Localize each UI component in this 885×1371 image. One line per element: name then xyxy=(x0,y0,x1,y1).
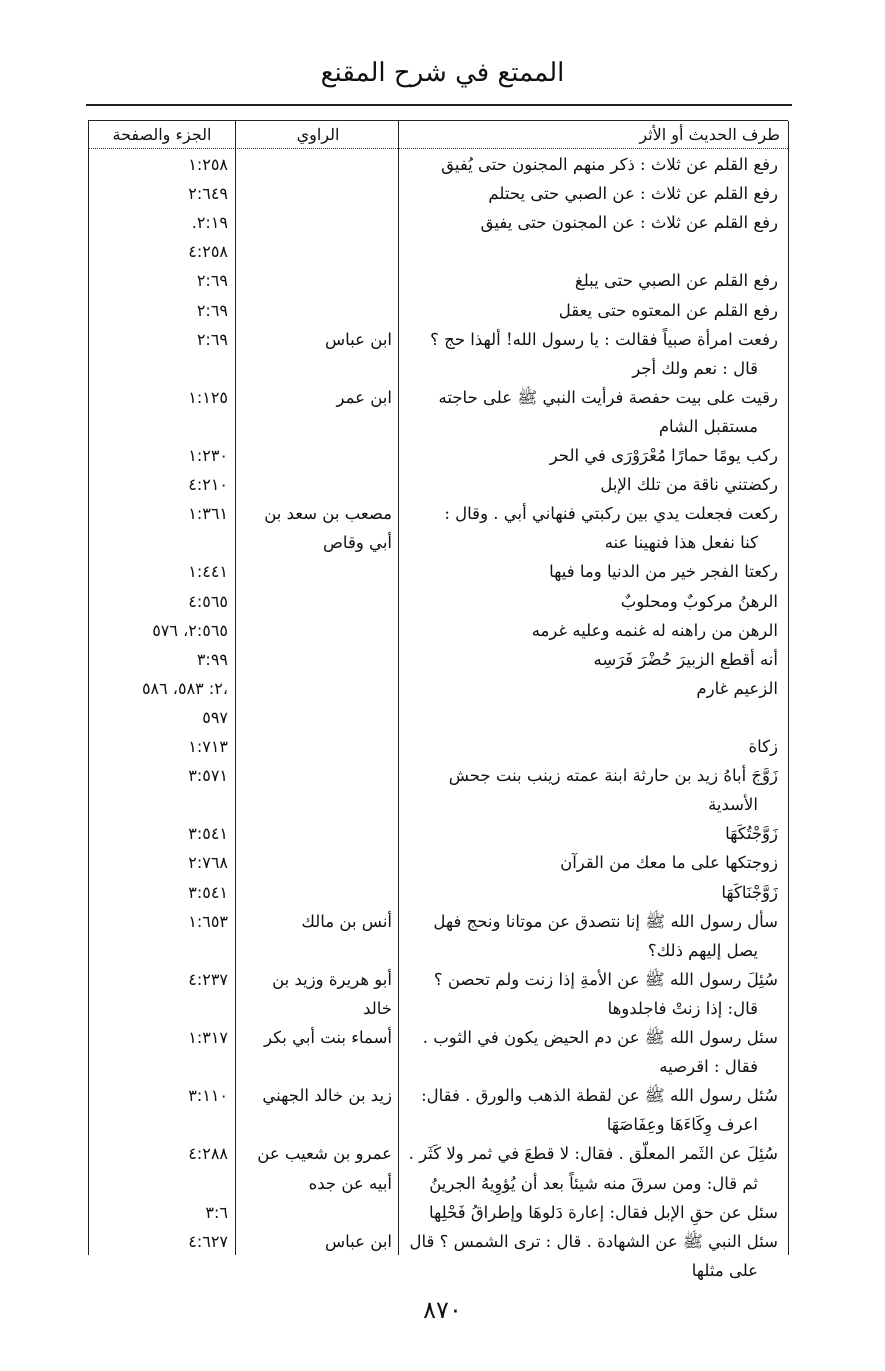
title-rule xyxy=(86,104,792,106)
column-divider-ref xyxy=(235,121,236,1255)
hadith-text: سئل رسول الله ﷺ عن دم الحيض يكون في الثوب . xyxy=(422,1028,778,1047)
narrator-name: أبو هريرة وزيد بن xyxy=(272,969,392,989)
volume-page-ref: ٤:٢١٠ xyxy=(188,475,228,495)
volume-page-ref: ١:٣٦١ xyxy=(188,504,228,524)
hadith-text: ركعتا الفجر خير من الدنيا وما فيها xyxy=(549,562,778,582)
hadith-text: زوجتكها على ما معك من القرآن xyxy=(560,853,778,873)
narrator-name: خالد xyxy=(363,998,392,1018)
volume-page-ref: ٢:٦٤٩ xyxy=(188,184,228,204)
volume-page-ref: ٢:٦٩ xyxy=(196,329,228,349)
volume-page-ref: ٣:٦ xyxy=(205,1202,228,1222)
table-border-right xyxy=(788,121,789,1255)
narrator-name: زيد بن خالد الجهني xyxy=(262,1086,392,1106)
hadith-text: رقيت على بيت حفصة فرأيت النبي ﷺ على حاجته xyxy=(438,387,778,407)
hadith-text: رفع القلم عن ثلاث : عن الصبي حتى يحتلم xyxy=(488,184,778,204)
hadith-text: زَوَّجَ أباهُ زيد بن حارثة ابنة عمته زينب بنت جحش xyxy=(448,766,778,786)
hadith-text: سُئل رسول الله ﷺ عن لقطة الذهب والورق . فقال: xyxy=(421,1086,778,1106)
volume-page-ref: ١:٢٥٨ xyxy=(188,155,228,174)
hadith-text: سئل النبي ﷺ عن الشهادة . قال : ترى الشمس ؟ قال xyxy=(409,1231,778,1251)
hadith-index-table xyxy=(88,120,788,1280)
page-number: ٨٧٠ xyxy=(423,1296,462,1324)
hadith-text: رفع القلم عن ثلاث : ذكر منهم المجنون حتى يُفيق xyxy=(441,155,778,174)
hadith-text: يصل إليهم ذلك؟ xyxy=(647,940,758,960)
hadith-text: كنا نفعل هذا فنهينا عنه xyxy=(604,533,758,553)
hadith-text: ركب يومًا حمارًا مُعْرَوْرَى في الحر xyxy=(549,446,778,465)
volume-page-ref: ٣:٩٩ xyxy=(196,649,228,669)
hadith-text: اعرف وِكَاءَهَا وعِفَاصَهَا xyxy=(606,1115,758,1135)
hadith-text: الرهن من راهنه له غنمه وعليه غرمه xyxy=(531,620,778,640)
volume-page-ref: ٤:٥٦٥ xyxy=(188,591,228,611)
hadith-text: رفع القلم عن الصبي حتى يبلغ xyxy=(574,271,778,291)
table-border-left xyxy=(88,121,89,1255)
volume-page-ref: ٣:٥٤١ xyxy=(188,824,228,844)
volume-page-ref: ١:٢٣٠ xyxy=(188,446,228,465)
volume-page-ref: ١:٦٥٣ xyxy=(188,911,228,931)
volume-page-ref: ٣:١١٠ xyxy=(188,1086,228,1106)
column-header-ref: الجزء والصفحة xyxy=(112,125,212,144)
column-header-narrator: الراوي xyxy=(296,125,340,144)
volume-page-ref: ٢:٥٦٥، ٥٧٦ xyxy=(152,620,228,640)
volume-page-ref: .٢:١٩ xyxy=(191,213,228,233)
hadith-text: قال : نعم ولك أجر xyxy=(632,358,758,378)
volume-page-ref: ٤:٦٢٧ xyxy=(188,1231,228,1251)
column-divider-narrator xyxy=(398,121,399,1255)
hadith-text: على مثلها xyxy=(691,1260,758,1280)
hadith-text: ثم قال: ومن سرقَ منه شيئاً بعد أن يُؤوِيهُ الجرينُ xyxy=(429,1173,758,1193)
volume-page-ref: ٢:٦٩ xyxy=(196,300,228,320)
narrator-name: أبيه عن جده xyxy=(308,1173,392,1193)
hadith-text: الزعيم غارم xyxy=(696,678,778,698)
narrator-name: ابن عمر xyxy=(336,387,392,407)
hadith-text: رفع القلم عن المعتوه حتى يعقل xyxy=(558,300,778,320)
narrator-name: أسماء بنت أبي بكر xyxy=(264,1028,392,1047)
narrator-name: ابن عباس xyxy=(325,329,392,349)
hadith-text: الرهنُ مركوبٌ ومحلوبٌ xyxy=(620,591,778,611)
volume-page-ref: ٥٩٧ xyxy=(202,707,228,727)
narrator-name: أنس بن مالك xyxy=(301,911,392,931)
volume-page-ref: ٣:٥٧١ xyxy=(188,766,228,786)
narrator-name: مصعب بن سعد بن xyxy=(264,504,392,524)
volume-page-ref: ٢: ٥٨٣، ٥٨٦، xyxy=(141,678,228,698)
hadith-text: سُئِلَ رسول الله ﷺ عن الأمةِ إذا زنت ولم تحصن ؟ xyxy=(433,969,778,989)
hadith-text: الأسدية xyxy=(708,795,758,815)
column-header-hadith: طرف الحديث أو الأثر xyxy=(639,125,780,144)
hadith-text: زَوَّجْنَاكَهَا xyxy=(721,882,778,902)
hadith-text: زَوَّجْتُكَهَا xyxy=(725,824,778,844)
volume-page-ref: ١:٣١٧ xyxy=(188,1028,228,1047)
volume-page-ref: ٤:٢٣٧ xyxy=(188,969,228,989)
volume-page-ref: ٣:٥٤١ xyxy=(188,882,228,902)
narrator-name: ابن عباس xyxy=(325,1231,392,1251)
hadith-text: فقال : اقرصيه xyxy=(659,1057,758,1077)
hadith-text: سُئِلَ عن الثَمر المعلّق . فقال: لا قطعَ في ثمر ولا كَثَر . xyxy=(408,1144,778,1164)
volume-page-ref: ١:٧١٣ xyxy=(188,737,228,756)
volume-page-ref: ٢:٦٩ xyxy=(196,271,228,291)
volume-page-ref: ١:١٢٥ xyxy=(188,387,228,407)
hadith-text: رفع القلم عن ثلاث : عن المجنون حتى يفيق xyxy=(480,213,778,233)
hadith-text: سئل عن حقِ الإبل فقال: إعارة دَلوهَا وإطراقُ فَحْلِها xyxy=(428,1202,778,1222)
volume-page-ref: ١:٤٤١ xyxy=(188,562,228,582)
volume-page-ref: ٤:٢٥٨ xyxy=(188,242,228,262)
volume-page-ref: ٢:٧٦٨ xyxy=(188,853,228,873)
hadith-text: أنه أقطع الزبيرَ حُضْرَ فَرَسِه xyxy=(593,649,778,669)
volume-page-ref: ٤:٢٨٨ xyxy=(188,1144,228,1164)
header-rule xyxy=(88,148,788,149)
narrator-name: أبي وقاص xyxy=(322,533,392,553)
hadith-text: رفعت امرأة صبياً فقالت : يا رسول الله! ألهذا حج ؟ xyxy=(430,329,778,349)
hadith-text: قال: إذا زنتْ فاجلدوها xyxy=(607,998,758,1018)
hadith-text: ركضتني ناقة من تلك الإبل xyxy=(600,475,778,495)
page-title: الممتع في شرح المقنع xyxy=(320,58,565,88)
hadith-text: مستقبل الشام xyxy=(658,416,758,436)
hadith-text: سأل رسول الله ﷺ إنا نتصدق عن موتانا ونحج فهل xyxy=(433,911,778,931)
narrator-name: عمرو بن شعيب عن xyxy=(257,1144,392,1164)
hadith-text: زكاة xyxy=(748,737,778,756)
hadith-text: ركعت فجعلت يدي بين ركبتي فنهاني أبي . وقال : xyxy=(444,504,778,524)
